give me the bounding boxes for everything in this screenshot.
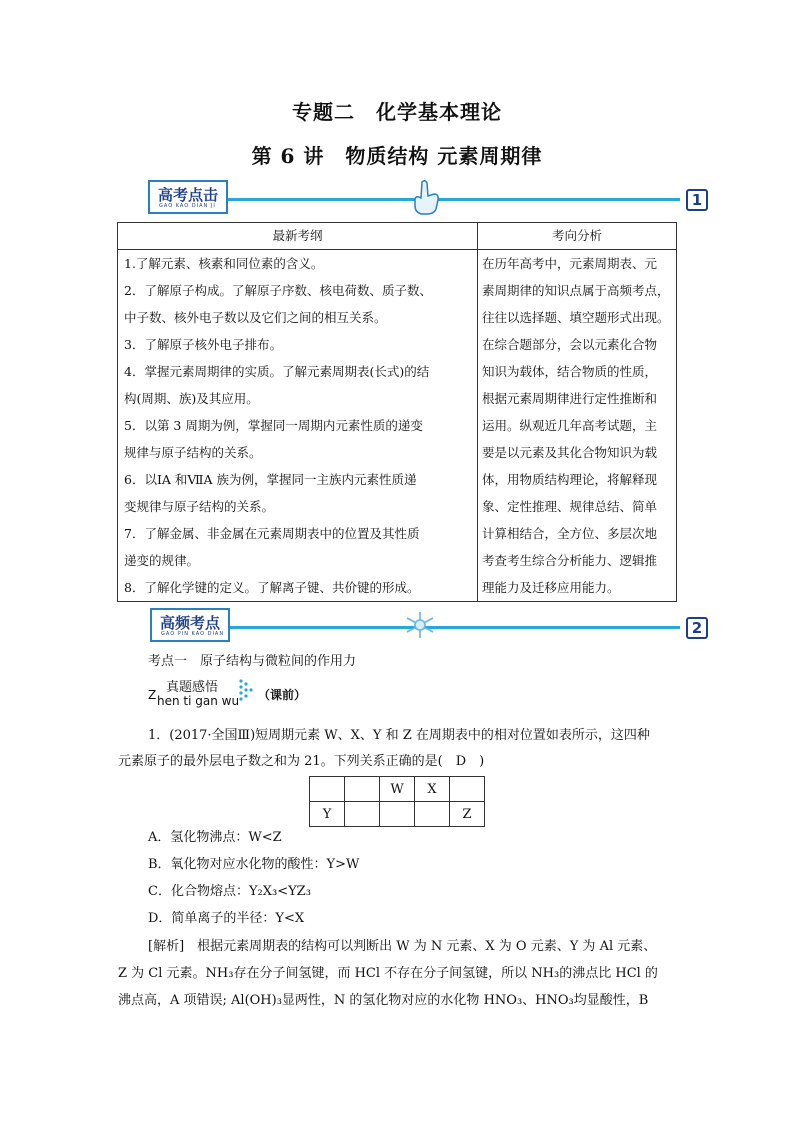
pt-cell bbox=[415, 802, 450, 827]
lecture-title: 第 6 讲 物质结构 元素周期律 bbox=[251, 144, 543, 168]
outline-analysis bbox=[478, 250, 677, 602]
analysis-line: 体，用物质结构理论，将解释现 bbox=[482, 472, 658, 487]
pointing-hand-icon bbox=[408, 178, 444, 216]
analysis-line: 素周期律的知识点属于高频考点， bbox=[482, 283, 670, 298]
pt-cell bbox=[345, 802, 380, 827]
zhenti-label: 真题感悟 bbox=[166, 680, 219, 695]
requirement-line: 8．了解化学键的定义。了解离子键、共价键的形成。 bbox=[124, 580, 420, 595]
section1-banner bbox=[148, 180, 228, 214]
section1-label: 高考点击 bbox=[158, 186, 219, 204]
analysis-line: 要是以元素及其化合物知识为载 bbox=[482, 445, 658, 460]
requirement-line: 4．掌握元素周期律的实质。了解元素周期表(长式)的结 bbox=[124, 364, 430, 379]
analysis-line: [解析] 根据元素周期表的结构可以判断出 W 为 N 元素、X 为 O 元素、Y 为 Al 元素、 bbox=[148, 939, 657, 954]
analysis-line: 往往以选择题、填空题形式出现。 bbox=[482, 310, 670, 325]
analysis-line: 沸点高，A 项错误; Al(OH)₃显两性，N 的氢化物对应的水化物 HNO₃、HNO₃均显酸性，B bbox=[118, 993, 649, 1008]
requirement-line: 7．了解金属、非金属在元素周期表中的位置及其性质 bbox=[124, 526, 420, 541]
requirement-line: 1.了解元素、核素和同位素的含义。 bbox=[124, 256, 324, 271]
pt-cell: X bbox=[415, 777, 450, 802]
zhenti-tag: （课前） bbox=[258, 688, 307, 702]
analysis-line: 知识为载体，结合物质的性质， bbox=[482, 364, 658, 379]
requirement-line: 构(周期、族)及其应用。 bbox=[124, 391, 259, 406]
section1-number: 1 bbox=[686, 189, 708, 211]
exam-outline-table bbox=[117, 222, 677, 602]
pt-cell bbox=[380, 802, 415, 827]
section2-number: 2 bbox=[686, 617, 708, 639]
pt-cell bbox=[310, 777, 345, 802]
analysis-line: 在综合题部分，会以元素化合物 bbox=[482, 337, 658, 352]
requirement-line: 5．以第 3 周期为例，掌握同一周期内元素性质的递变 bbox=[124, 418, 423, 433]
question-line: 1．(2017·全国Ⅲ)短周期元素 W、X、Y 和 Z 在周期表中的相对位置如表所示，这四种 bbox=[148, 728, 650, 743]
snowflake-icon bbox=[402, 610, 438, 640]
pt-cell bbox=[345, 777, 380, 802]
analysis-line: 象、定性推理、规律总结、简单 bbox=[482, 499, 658, 514]
requirement-line: 变规律与原子结构的关系。 bbox=[124, 499, 275, 514]
topic-title: 专题二 化学基本理论 bbox=[292, 100, 502, 124]
zhenti-pinyin: hen ti gan wu bbox=[157, 694, 240, 708]
analysis-line: 根据元素周期律进行定性推断和 bbox=[482, 391, 658, 406]
option-c: C．化合物熔点：Y₂X₃<YZ₃ bbox=[148, 884, 311, 899]
pt-cell bbox=[450, 777, 485, 802]
requirement-line: 2．了解原子构成。了解原子序数、核电荷数、质子数、 bbox=[124, 283, 432, 298]
requirement-line: 6．以ⅠA 和ⅦA 族为例，掌握同一主族内元素性质递 bbox=[124, 472, 417, 487]
section2-pinyin: GAO PIN KAO DIAN bbox=[161, 631, 225, 637]
section2-banner bbox=[150, 608, 230, 642]
requirement-line: 递变的规律。 bbox=[124, 553, 200, 568]
periodic-position-table bbox=[309, 776, 485, 827]
outline-requirements bbox=[118, 250, 478, 602]
requirement-line: 中子数、核外电子数以及它们之间的相互关系。 bbox=[124, 310, 387, 325]
kaodian-heading: 考点一 原子结构与微粒间的作用力 bbox=[148, 654, 357, 669]
pt-cell: W bbox=[380, 777, 415, 802]
zhenti-heading bbox=[148, 676, 308, 712]
dotted-arrow-icon bbox=[238, 678, 256, 704]
requirement-line: 3．了解原子核外电子排布。 bbox=[124, 337, 282, 352]
question-line: 元素原子的最外层电子数之和为 21。下列关系正确的是( D ) bbox=[118, 754, 485, 769]
requirement-line: 规律与原子结构的关系。 bbox=[124, 445, 262, 460]
section2-label: 高频考点 bbox=[160, 614, 221, 632]
pt-cell: Z bbox=[450, 802, 485, 827]
zhenti-pinyin-initial: Z bbox=[148, 688, 157, 702]
pt-cell: Y bbox=[310, 802, 345, 827]
outline-header-right: 考向分析 bbox=[478, 223, 677, 250]
option-d: D．简单离子的半径：Y<X bbox=[148, 911, 305, 926]
option-b: B．氧化物对应水化物的酸性：Y>W bbox=[148, 857, 360, 872]
analysis-line: 计算相结合，全方位、多层次地 bbox=[482, 526, 658, 541]
analysis-line: 考查考生综合分析能力、逻辑推 bbox=[482, 553, 658, 568]
analysis-line: Z 为 Cl 元素。NH₃存在分子间氢键，而 HCl 不存在分子间氢键，所以 NH₃的沸点比 HCl 的 bbox=[118, 966, 658, 981]
analysis-line: 在历年高考中，元素周期表、元 bbox=[482, 256, 658, 271]
analysis-line: 理能力及迁移应用能力。 bbox=[482, 580, 620, 595]
section1-pinyin: GAO KAO DIAN JI bbox=[159, 203, 216, 209]
option-a: A．氢化物沸点：W<Z bbox=[148, 830, 282, 845]
outline-header-left: 最新考纲 bbox=[118, 223, 478, 250]
analysis-line: 运用。纵观近几年高考试题，主 bbox=[482, 418, 658, 433]
